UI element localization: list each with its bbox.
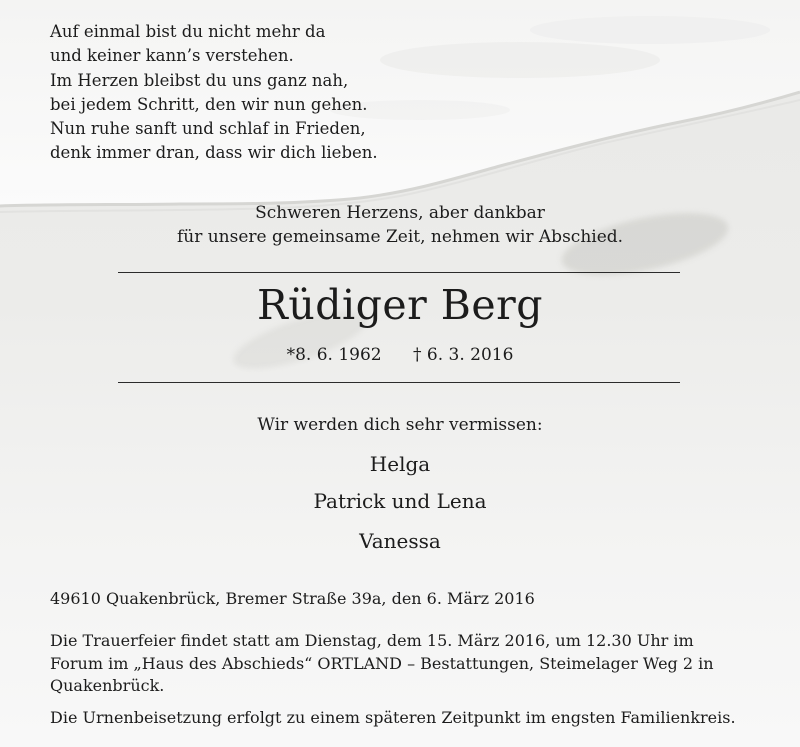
deceased-name: Rüdiger Berg	[256, 281, 543, 329]
poem-line: denk immer dran, dass wir dich lieben.	[50, 143, 378, 163]
divider-bottom	[118, 382, 680, 383]
poem-line: Im Herzen bleibst du uns ganz nah,	[50, 70, 349, 90]
farewell-intro	[0, 201, 800, 249]
death-date: † 6. 3. 2016	[413, 345, 514, 365]
mourner-name: Helga	[369, 452, 431, 476]
burial-info: Die Urnenbeisetzung erfolgt zu einem späteren Zeitpunkt im engsten Familienkreis.	[50, 708, 736, 727]
mourners-heading: Wir werden dich sehr vermissen:	[257, 415, 543, 435]
intro-line: Schweren Herzens, aber dankbar	[255, 203, 545, 223]
funeral-line: Die Trauerfeier findet statt am Dienstag, dem 15. März 2016, um 12.30 Uhr im	[50, 631, 694, 650]
address-line: 49610 Quakenbrück, Bremer Straße 39a, den 6. März 2016	[50, 589, 535, 608]
birth-date: *8. 6. 1962	[286, 345, 382, 365]
mourner-name: Patrick und Lena	[313, 489, 487, 513]
funeral-line: Quakenbrück.	[50, 676, 165, 695]
poem-line: und keiner kann’s verstehen.	[50, 46, 294, 66]
poem-line: bei jedem Schritt, den wir nun gehen.	[50, 94, 368, 114]
divider-top	[118, 272, 680, 273]
funeral-line: Forum im „Haus des Abschieds“ ORTLAND – Bestattungen, Steimelager Weg 2 in	[50, 653, 714, 673]
intro-line: für unsere gemeinsame Zeit, nehmen wir Abschied.	[176, 227, 624, 247]
poem-line: Auf einmal bist du nicht mehr da	[50, 22, 326, 41]
poem-line: Nun ruhe sanft und schlaf in Frieden,	[50, 119, 366, 139]
poem	[50, 20, 378, 166]
mourner-name: Vanessa	[359, 529, 441, 553]
funeral-info	[50, 630, 770, 698]
life-dates	[0, 343, 800, 367]
